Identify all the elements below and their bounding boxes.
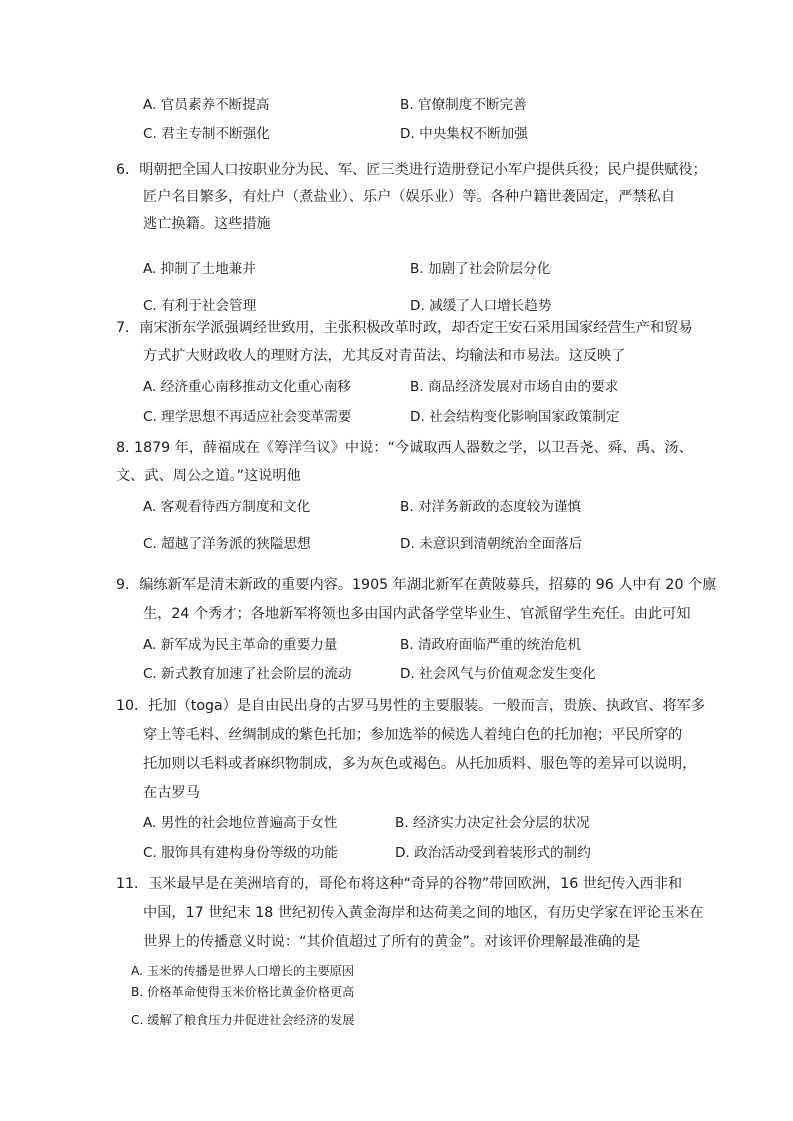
q8-option-c: C. 超越了洋务派的狭隘思想: [143, 536, 311, 552]
q10-stem-line-1: 10．托加（toga）是自由民出身的古罗马男性的主要服装。一般而言，贵族、执政官、将军多: [116, 698, 706, 714]
q5-option-c: C. 君主专制不断强化: [143, 126, 270, 142]
q7-option-d: D. 社会结构变化影响国家政策制定: [410, 409, 620, 425]
q7-stem-line-1: 7．南宋浙东学派强调经世致用，主张积极改革时政，却否定王安石采用国家经营生产和贸易: [116, 320, 693, 336]
q8-option-d: D. 未意识到清朝统治全面落后: [400, 536, 583, 552]
q9-stem-line-1: 9．编练新军是清末新政的重要内容。1905 年湖北新军在黄陂募兵，招募的 96 人中有 20 个廪: [116, 577, 717, 593]
q5-option-d: D. 中央集权不断加强: [400, 126, 528, 142]
q10-option-a: A. 男性的社会地位普遍高于女性: [143, 815, 338, 831]
q6-option-c: C. 有利于社会管理: [143, 298, 257, 314]
q9-stem-line-2: 生，24 个秀才；各地新军将领也多由国内武备学堂毕业生、官派留学生充任。由此可知: [143, 606, 691, 622]
q10-stem-line-4: 在古罗马: [143, 785, 200, 801]
q5-option-a: A. 官员素养不断提高: [143, 97, 270, 113]
q6-option-d: D. 减缓了人口增长趋势: [410, 298, 552, 314]
q9-option-d: D. 社会风气与价值观念发生变化: [400, 666, 596, 682]
q6-stem-line-1: 6．明朝把全国人口按职业分为民、军、匠三类进行造册登记小军户提供兵役；民户提供赋役；: [116, 162, 707, 178]
q10-stem-line-3: 托加则以毛料或者麻织物制成，多为灰色或褐色。从托加质料、服色等的差异可以说明，: [143, 756, 697, 772]
q11-stem-line-3: 世界上的传播意义时说：“其价值超过了所有的黄金”。对该评价理解最准确的是: [143, 934, 641, 950]
q11-option-a: A. 玉米的传播是世界人口增长的主要原因: [131, 964, 355, 978]
q9-option-a: A. 新军成为民主革命的重要力量: [143, 637, 338, 653]
q11-stem-line-2: 中国，17 世纪末 18 世纪初传入黄金海岸和达荷美之间的地区，有历史学家在评论玉米在: [143, 905, 704, 921]
q6-stem-line-3: 逃亡换籍。这些措施: [143, 216, 271, 232]
q7-option-a: A. 经济重心南移推动文化重心南移: [143, 379, 352, 395]
q5-option-b: B. 官僚制度不断完善: [400, 97, 527, 113]
q6-option-b: B. 加剧了社会阶层分化: [410, 261, 551, 277]
q8-stem-line-2: 文、武、周公之道。”这说明他: [116, 468, 301, 484]
q10-option-b: B. 经济实力决定社会分层的状况: [395, 815, 590, 831]
q10-option-d: D. 政治活动受到着装形式的制约: [395, 845, 591, 861]
q11-option-b: B. 价格革命使得玉米价格比黄金价格更高: [131, 985, 355, 999]
q8-option-a: A. 客观看待西方制度和文化: [143, 499, 311, 515]
q7-option-c: C. 理学思想不再适应社会变革需要: [143, 409, 352, 425]
q6-option-a: A. 抑制了土地兼并: [143, 261, 256, 277]
q8-option-b: B. 对洋务新政的态度较为谨慎: [400, 499, 582, 515]
q11-option-c: C. 缓解了粮食压力并促进社会经济的发展: [131, 1013, 355, 1027]
q10-option-c: C. 服饰具有建构身份等级的功能: [143, 845, 338, 861]
q7-option-b: B. 商品经济发展对市场自由的要求: [410, 379, 619, 395]
q7-stem-line-2: 方式扩大财政收人的理财方法，尤其反对青苗法、均输法和市易法。这反映了: [143, 348, 626, 364]
q9-option-b: B. 清政府面临严重的统治危机: [400, 637, 582, 653]
q10-stem-line-2: 穿上等毛料、丝绸制成的紫色托加；参加选举的候选人着纯白色的托加袍；平民所穿的: [143, 727, 683, 743]
q6-stem-line-2: 匠户名目繁多，有灶户（煮盐业）、乐户（娱乐业）等。各种户籍世袭固定，严禁私自: [143, 189, 676, 205]
q9-option-c: C. 新式教育加速了社会阶层的流动: [143, 666, 352, 682]
q8-stem-line-1: 8. 1879 年，薛福成在《筹洋刍议》中说：“今诚取西人器数之学，以卫吾尧、舜、禹、汤、: [116, 440, 693, 456]
q11-stem-line-1: 11．玉米最早是在美洲培育的，哥伦布将这种“奇异的谷物”带回欧洲，16 世纪传入西非和: [116, 876, 683, 892]
